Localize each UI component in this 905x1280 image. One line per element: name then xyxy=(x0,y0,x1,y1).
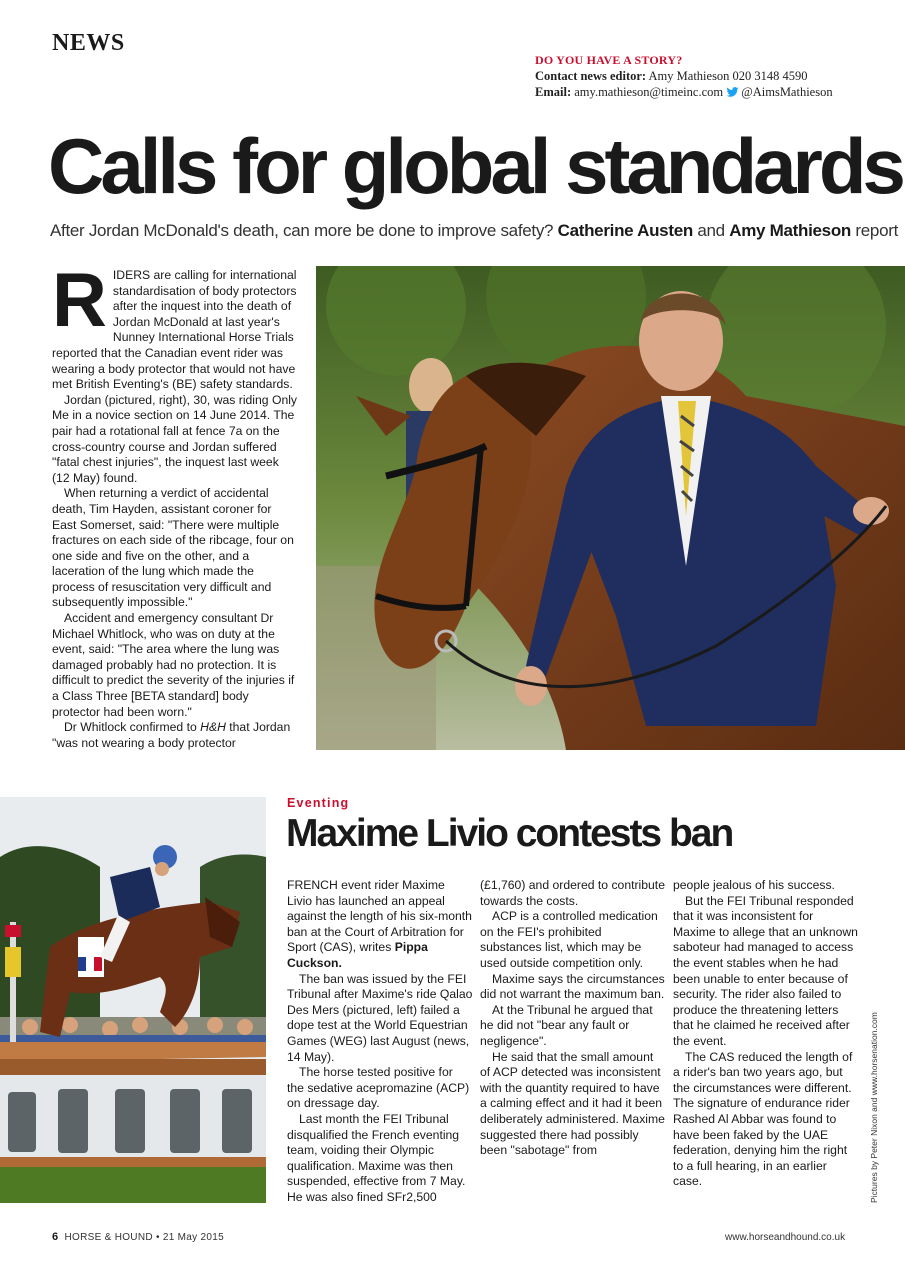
article-paragraph: Last month the FEI Tribunal disqualified the French eventing team, voiding their Olympic qualification. Maxime was then suspended, effective from 7 May. He was also fined SFr2,500 xyxy=(287,1111,466,1204)
article-column xyxy=(52,258,299,751)
section-label: NEWS xyxy=(52,30,125,56)
photo-illustration xyxy=(0,797,266,1203)
article-paragraph: people jealous of his success. xyxy=(673,878,835,892)
contact-email-label: Email: xyxy=(535,85,572,99)
rider-leading-horse-photo xyxy=(316,266,905,750)
article-paragraph xyxy=(52,720,299,751)
author-name: Catherine Austen xyxy=(557,221,693,240)
author-name: Pippa Cuckson. xyxy=(287,940,428,970)
article-paragraph: Accident and emergency consultant Dr Michael Whitlock, who was on duty at the event, said: "The area where the lung was damaged probably had no protection. It is difficult to predict the severity of the injuries if a Class Three [BETA standard] body protector had been worn." xyxy=(52,611,295,719)
article-kicker: Eventing xyxy=(287,796,350,810)
twitter-bird-icon xyxy=(726,87,739,97)
footer-folio xyxy=(52,1231,224,1243)
contact-email-link[interactable]: amy.mathieson@timeinc.com xyxy=(574,85,724,99)
contact-email-line xyxy=(535,84,833,100)
page-number: 6 xyxy=(52,1231,59,1243)
paragraph-text: that Jordan "was not wearing a body protector xyxy=(52,720,291,750)
standfirst xyxy=(50,221,898,241)
contact-editor-value: Amy Mathieson 020 3148 4590 xyxy=(648,69,808,83)
drop-cap: R xyxy=(52,258,107,343)
contact-kicker: DO YOU HAVE A STORY? xyxy=(535,53,683,67)
paragraph-text: Dr Whitlock confirmed to xyxy=(64,720,201,735)
standfirst-text: After Jordan McDonald's death, can more be done to improve safety? xyxy=(50,221,558,240)
article-column xyxy=(287,878,473,1205)
paragraph-text: FRENCH event rider Maxime Livio has launched an appeal against the length of his six-month ban at the Court of Arbitration for Sport (CAS), writes xyxy=(287,878,472,955)
contact-box xyxy=(535,52,833,100)
paragraph-text: IDERS are calling for international standardisation of body protectors after the inquest into the death of Jordan McDonald at last year's Nunney International Horse Trials reported that the Canadian event rider was wearing a body protector that would not have met British Eventing's (BE) safety standards. xyxy=(52,268,297,392)
article-paragraph xyxy=(52,258,299,393)
article-column xyxy=(480,878,666,1159)
article-paragraph: But the FEI Tribunal responded that it was inconsistent for Maxime to allege that an unknown saboteur had managed to access the event stables when he had been unable to enter because of security. The rider also failed to produce the threatening letters that he claimed he received after the event. xyxy=(673,893,858,1048)
footer-separator: • xyxy=(155,1232,160,1243)
contact-editor-line xyxy=(535,68,833,84)
article-paragraph: The CAS reduced the length of a rider's ban two years ago, but the circumstances were different. The signature of endurance rider Rashed Al Abbar was found to have been faked by the UAE federation, denying him the right to a full hearing, in an earlier case. xyxy=(673,1049,853,1189)
article-paragraph: He said that the small amount of ACP detected was inconsistent with the quantity required to have a calming effect and it had it been deliberately administered. Maxime suggested there had possibly been "sabotage" from xyxy=(480,1049,665,1158)
photo-credit: Pictures by Peter Nixon and www.horsenation.com xyxy=(869,1012,879,1203)
contact-editor-label: Contact news editor: xyxy=(535,69,647,83)
photo-illustration xyxy=(316,266,905,750)
article-paragraph xyxy=(287,878,473,972)
standfirst-report: report xyxy=(850,221,899,240)
standfirst-and: and xyxy=(692,221,730,240)
main-headline: Calls for global standards xyxy=(48,122,902,210)
article-paragraph: Jordan (pictured, right), 30, was riding Only Me in a novice section on 14 June 2014. The pair had a rotational fall at fence 7a on the cross-country course and Jordan suffered "fatal chest injuries", the inquest last week (12 May) found. xyxy=(52,392,298,485)
footer-url[interactable]: www.horseandhound.co.uk xyxy=(725,1232,846,1243)
article-paragraph: The ban was issued by the FEI Tribunal after Maxime's ride Qalao Des Mers (pictured, left) failed a dope test at the World Equestrian Games (WEG) last August (news, 14 May). xyxy=(287,971,473,1064)
article-paragraph: The horse tested positive for the sedative acepromazine (ACP) on dressage day. xyxy=(287,1065,470,1111)
magazine-name: HORSE & HOUND xyxy=(64,1232,153,1243)
author-name: Amy Mathieson xyxy=(729,221,851,240)
issue-date: 21 May 2015 xyxy=(162,1232,224,1243)
article-headline: Maxime Livio contests ban xyxy=(286,812,733,855)
article-paragraph: (£1,760) and ordered to contribute towards the costs. xyxy=(480,878,665,908)
article-paragraph: When returning a verdict of accidental death, Tim Hayden, assistant coroner for East Somerset, said: "There were multiple fractures on each side of the ribcage, four on one side and five on the other, and a laceration of the lung which made the process of resuscitation very difficult and subsequently impossible." xyxy=(52,486,294,610)
contact-twitter-handle[interactable]: @AimsMathieson xyxy=(741,85,833,99)
article-paragraph: Maxime says the circumstances did not warrant the maximum ban. xyxy=(480,971,665,1002)
magazine-abbrev: H&H xyxy=(200,720,226,735)
show-jumping-photo xyxy=(0,797,266,1203)
article-paragraph: At the Tribunal he argued that he did not "bear any fault or negligence". xyxy=(480,1002,653,1048)
article-paragraph: ACP is a controlled medication on the FEI's prohibited substances list, which may be used outside competition only. xyxy=(480,909,658,970)
article-column xyxy=(673,878,859,1190)
